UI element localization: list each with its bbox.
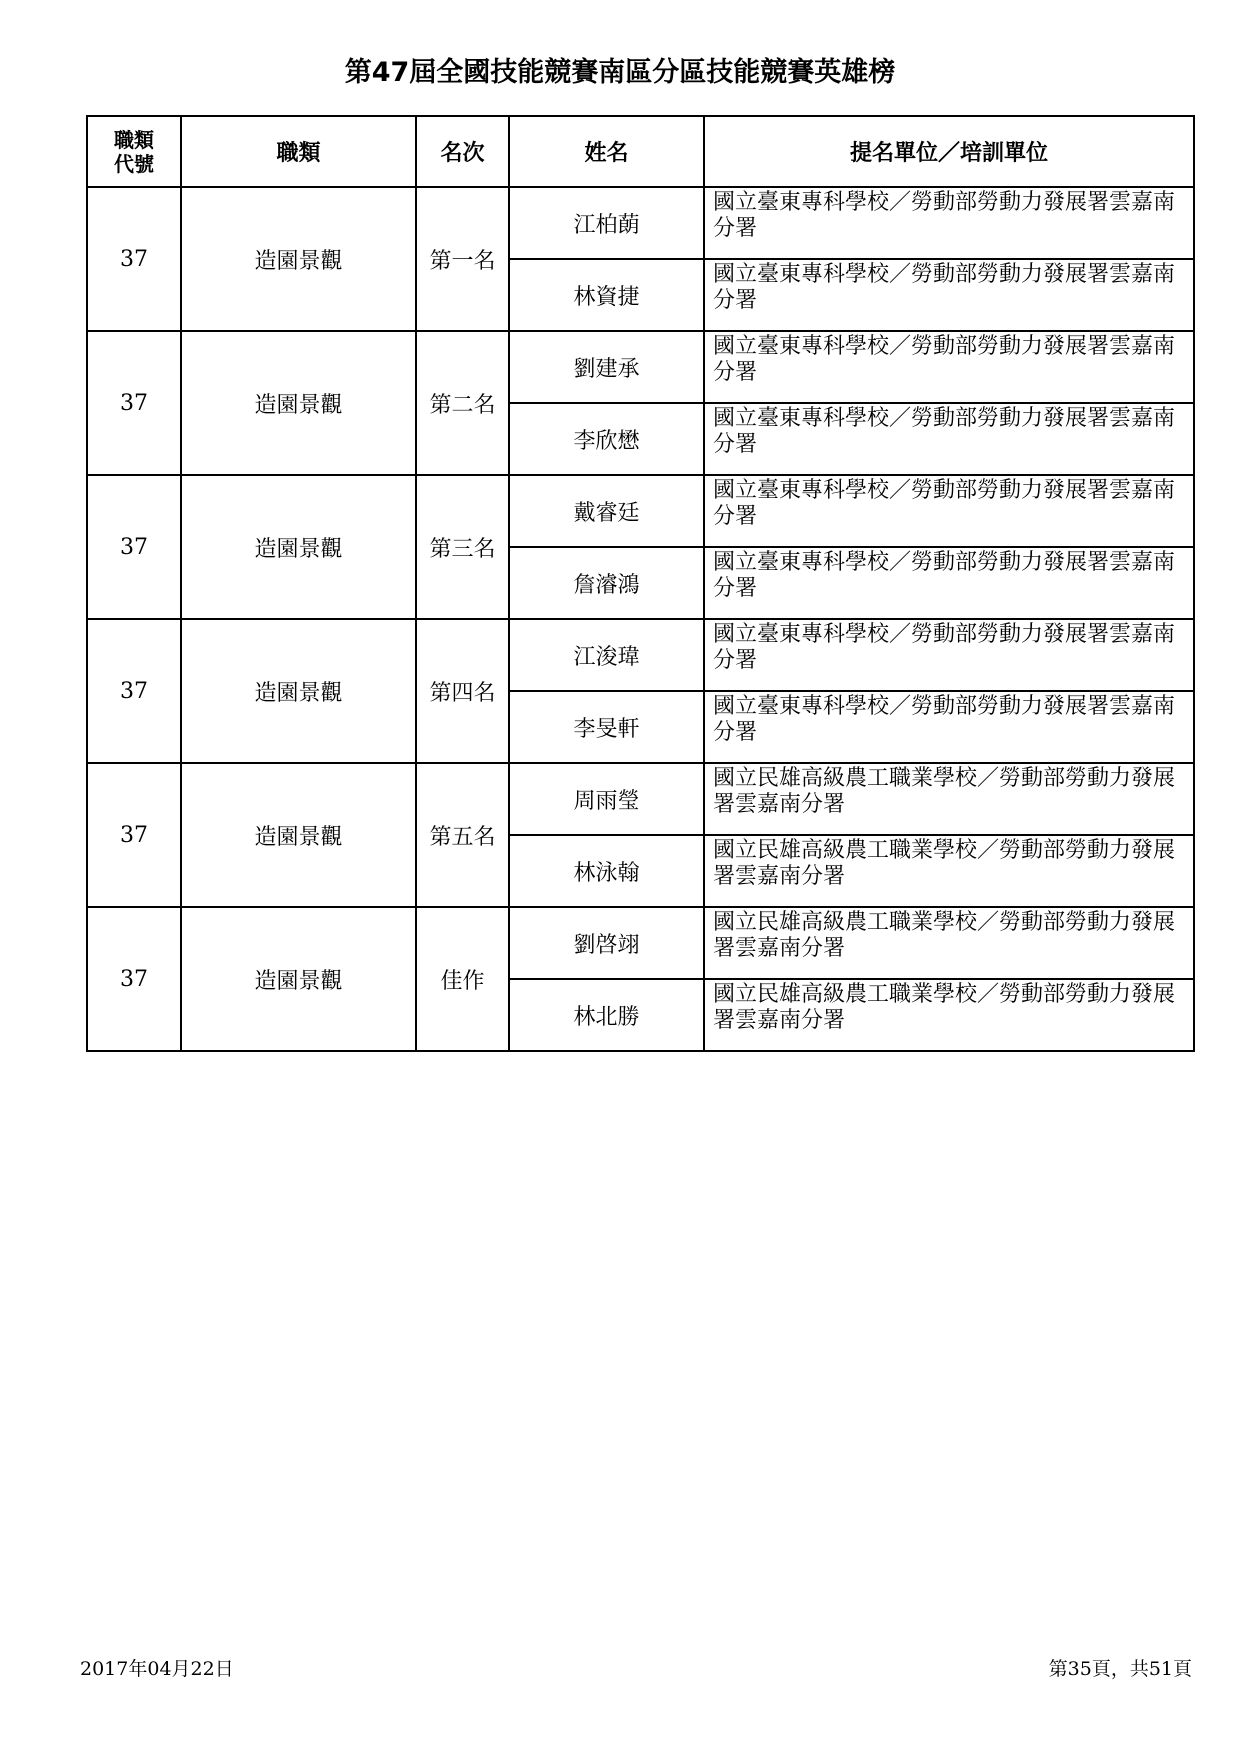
table-row [87, 475, 1194, 547]
cell-rank: 第三名 [416, 475, 509, 619]
cell-code: 37 [87, 331, 181, 475]
table-row [87, 187, 1194, 259]
cell-unit: 國立民雄高級農工職業學校／勞動部勞動力發展署雲嘉南分署 [704, 763, 1194, 835]
cell-rank: 第一名 [416, 187, 509, 331]
header-code-line1: 職類 [114, 127, 154, 152]
cell-category: 造園景觀 [181, 763, 416, 907]
cell-unit: 國立臺東專科學校／勞動部勞動力發展署雲嘉南分署 [704, 187, 1194, 259]
cell-unit: 國立民雄高級農工職業學校／勞動部勞動力發展署雲嘉南分署 [704, 835, 1194, 907]
cell-name: 林北勝 [509, 979, 704, 1051]
footer-page-number: 第35頁，共51頁 [1048, 1658, 1192, 1680]
cell-unit: 國立臺東專科學校／勞動部勞動力發展署雲嘉南分署 [704, 331, 1194, 403]
cell-unit: 國立臺東專科學校／勞動部勞動力發展署雲嘉南分署 [704, 475, 1194, 547]
cell-code: 37 [87, 619, 181, 763]
cell-code: 37 [87, 475, 181, 619]
footer-date: 2017年04月22日 [80, 1658, 234, 1680]
cell-category: 造園景觀 [181, 619, 416, 763]
cell-unit: 國立民雄高級農工職業學校／勞動部勞動力發展署雲嘉南分署 [704, 907, 1194, 979]
header-code-line2: 代號 [114, 151, 154, 176]
cell-unit: 國立臺東專科學校／勞動部勞動力發展署雲嘉南分署 [704, 691, 1194, 763]
cell-unit: 國立臺東專科學校／勞動部勞動力發展署雲嘉南分署 [704, 619, 1194, 691]
header-unit: 提名單位／培訓單位 [704, 116, 1194, 187]
cell-unit: 國立臺東專科學校／勞動部勞動力發展署雲嘉南分署 [704, 547, 1194, 619]
cell-category: 造園景觀 [181, 907, 416, 1051]
cell-code: 37 [87, 907, 181, 1051]
cell-name: 戴睿廷 [509, 475, 704, 547]
cell-unit: 國立民雄高級農工職業學校／勞動部勞動力發展署雲嘉南分署 [704, 979, 1194, 1051]
header-code [87, 116, 181, 187]
table-row [87, 619, 1194, 691]
table-row [87, 907, 1194, 979]
cell-category: 造園景觀 [181, 187, 416, 331]
cell-rank: 第五名 [416, 763, 509, 907]
cell-unit: 國立臺東專科學校／勞動部勞動力發展署雲嘉南分署 [704, 403, 1194, 475]
cell-category: 造園景觀 [181, 475, 416, 619]
cell-name: 劉建承 [509, 331, 704, 403]
cell-unit: 國立臺東專科學校／勞動部勞動力發展署雲嘉南分署 [704, 259, 1194, 331]
cell-category: 造園景觀 [181, 331, 416, 475]
cell-name: 林資捷 [509, 259, 704, 331]
cell-name: 林泳翰 [509, 835, 704, 907]
cell-name: 江浚瑋 [509, 619, 704, 691]
cell-name: 李旻軒 [509, 691, 704, 763]
header-category: 職類 [181, 116, 416, 187]
cell-name: 李欣懋 [509, 403, 704, 475]
cell-rank: 佳作 [416, 907, 509, 1051]
document-title: 第47屆全國技能競賽南區分區技能競賽英雄榜 [344, 57, 896, 88]
cell-code: 37 [87, 187, 181, 331]
table-row [87, 763, 1194, 835]
cell-name: 周雨瑩 [509, 763, 704, 835]
cell-name: 江柏蓢 [509, 187, 704, 259]
header-name: 姓名 [509, 116, 704, 187]
table-header-row [87, 116, 1194, 187]
cell-code: 37 [87, 763, 181, 907]
cell-rank: 第四名 [416, 619, 509, 763]
table-row [87, 331, 1194, 403]
results-table [86, 115, 1195, 1052]
cell-name: 劉啓翊 [509, 907, 704, 979]
header-rank: 名次 [416, 116, 509, 187]
cell-rank: 第二名 [416, 331, 509, 475]
cell-name: 詹濬鴻 [509, 547, 704, 619]
